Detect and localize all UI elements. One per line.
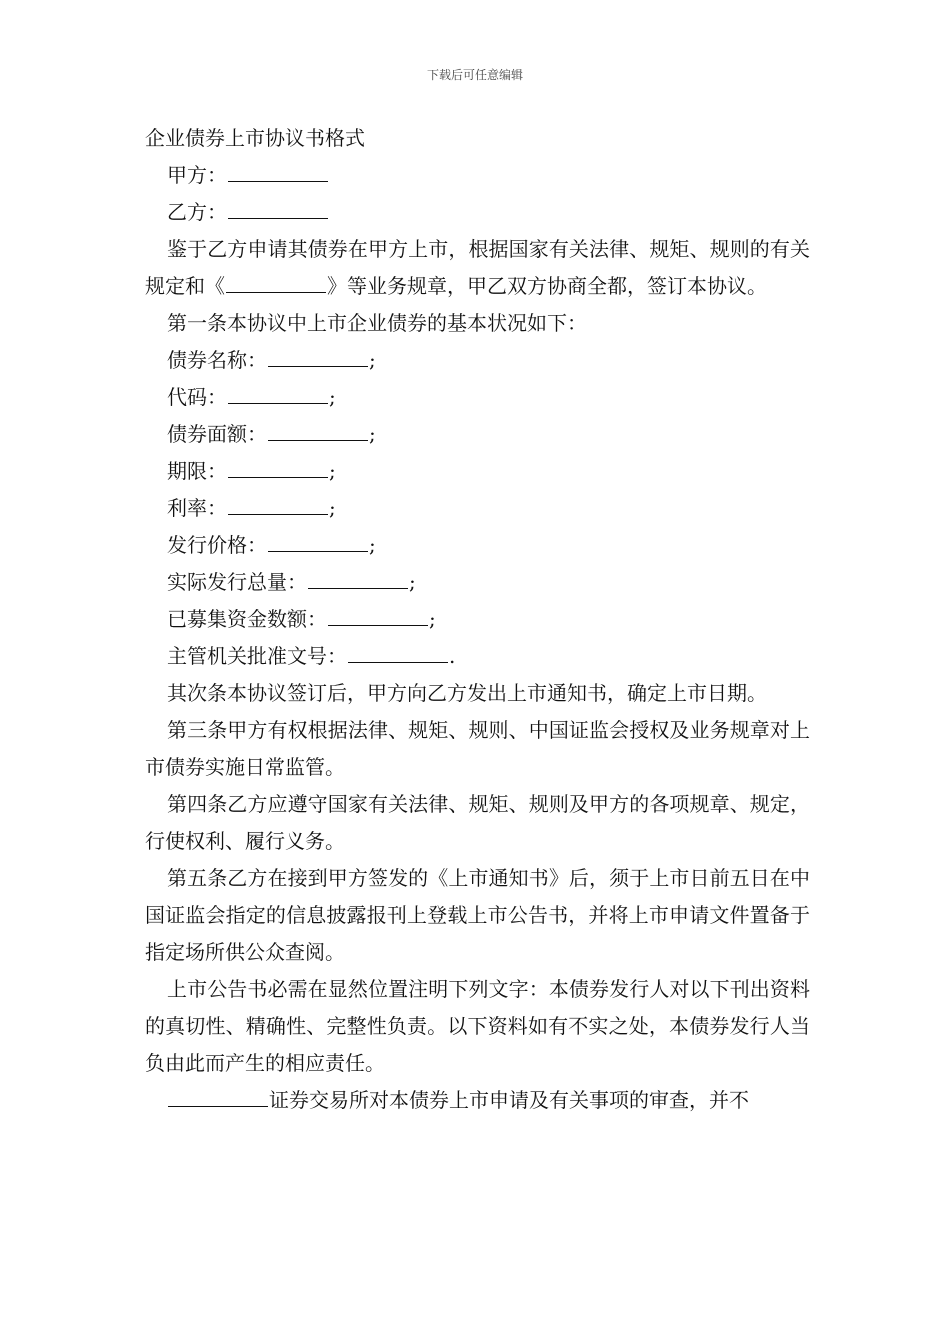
field-label: 发行价格： xyxy=(167,533,267,557)
document-title: 企业债券上市协议书格式 xyxy=(145,126,365,150)
field-blank xyxy=(348,641,448,663)
field-end: ; xyxy=(329,459,336,483)
article-3: 第三条甲方有权根据法律、规矩、规则、中国证监会授权及业务规章对上市债券实施日常监管。 xyxy=(145,718,810,779)
exchange-name-blank xyxy=(168,1085,268,1107)
field-label: 代码： xyxy=(167,385,227,409)
party-b-line xyxy=(145,194,810,231)
field-label: 债券面额： xyxy=(167,422,267,446)
field-label: 期限： xyxy=(167,459,227,483)
regulation-name-blank xyxy=(226,271,326,293)
document-body xyxy=(145,120,810,1119)
party-b-label: 乙方： xyxy=(167,200,227,224)
article-1: 第一条本协议中上市企业债券的基本状况如下： xyxy=(167,311,587,335)
field-end: ; xyxy=(329,496,336,520)
field-label: 实际发行总量： xyxy=(167,570,307,594)
article-5: 第五条乙方在接到甲方签发的《上市通知书》后，须于上市日前五日在中国证监会指定的信息披露报刊上登载上市公告书，并将上市申请文件置备于指定场所供公众查阅。 xyxy=(145,866,810,964)
field-label: 债券名称： xyxy=(167,348,267,372)
field-blank xyxy=(268,530,368,552)
field-end: ; xyxy=(409,570,416,594)
party-a-blank xyxy=(228,160,328,182)
party-a-line xyxy=(145,157,810,194)
article-2: 其次条本协议签订后，甲方向乙方发出上市通知书，确定上市日期。 xyxy=(167,681,767,705)
article-4: 第四条乙方应遵守国家有关法律、规矩、规则及甲方的各项规章、规定，行使权利、履行义务。 xyxy=(145,792,810,853)
field-blank xyxy=(228,456,328,478)
intro-paragraph xyxy=(145,231,810,305)
field-approval-number xyxy=(145,638,810,675)
field-end: ; xyxy=(329,385,336,409)
party-b-blank xyxy=(228,197,328,219)
field-issue-price xyxy=(145,527,810,564)
party-a-label: 甲方： xyxy=(167,163,227,187)
field-label: 利率： xyxy=(167,496,227,520)
field-blank xyxy=(228,493,328,515)
field-total-issued xyxy=(145,564,810,601)
field-term xyxy=(145,453,810,490)
intro-text-after: 》等业务规章，甲乙双方协商全都，签订本协议。 xyxy=(327,274,767,298)
notice-paragraph: 上市公告书必需在显然位置注明下列文字：本债券发行人对以下刊出资料的真切性、精确性、完整性负责。以下资料如有不实之处，本债券发行人当负由此而产生的相应责任。 xyxy=(145,977,810,1075)
field-label: 已募集资金数额： xyxy=(167,607,327,631)
field-blank xyxy=(328,604,428,626)
field-blank xyxy=(308,567,408,589)
field-blank xyxy=(268,345,368,367)
field-end: ; xyxy=(369,422,376,446)
field-end: . xyxy=(449,644,456,668)
field-end: ; xyxy=(369,533,376,557)
last-text: 证券交易所对本债券上市申请及有关事项的审查，并不 xyxy=(269,1088,749,1112)
field-blank xyxy=(228,382,328,404)
field-funds-raised xyxy=(145,601,810,638)
field-label: 主管机关批准文号： xyxy=(167,644,347,668)
field-bond-name xyxy=(145,342,810,379)
page-header: 下载后可任意编辑 xyxy=(426,68,523,82)
field-code xyxy=(145,379,810,416)
field-blank xyxy=(268,419,368,441)
field-interest-rate xyxy=(145,490,810,527)
field-face-value xyxy=(145,416,810,453)
field-end: ; xyxy=(429,607,436,631)
intro-text-before: 鉴于乙方申请其债券在甲方上市，根据国家有关法律、规矩、规则的有关规定和《 xyxy=(145,237,810,298)
field-end: ; xyxy=(369,348,376,372)
last-paragraph xyxy=(145,1082,810,1119)
